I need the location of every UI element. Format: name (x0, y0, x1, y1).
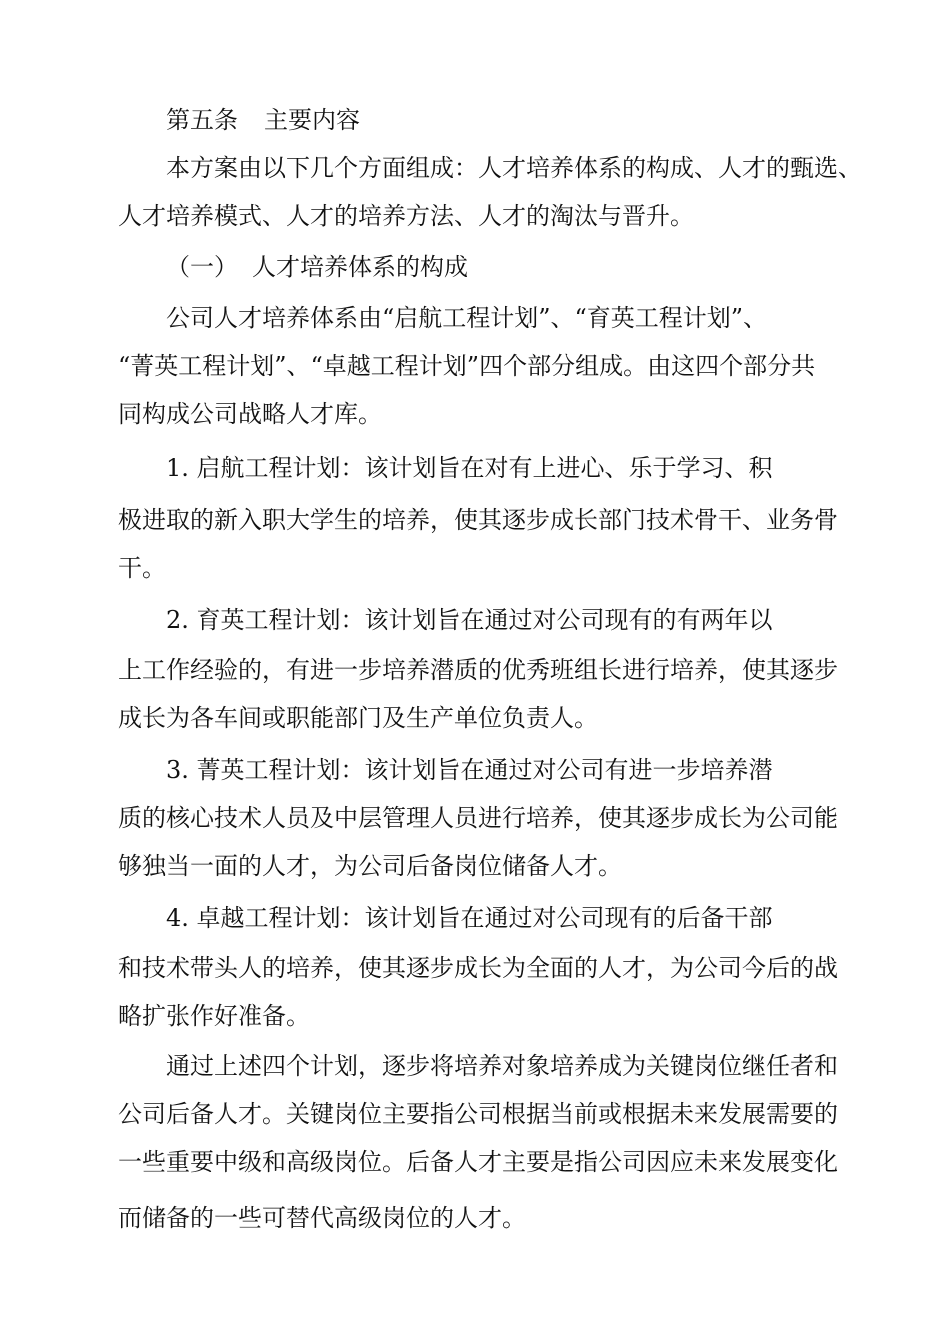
plan-4-line: 略扩张作好准备。 (118, 1002, 310, 1030)
section-title: 人才培养体系的构成 (252, 253, 468, 281)
intro-line: 本方案由以下几个方面组成：人才培养体系的构成、人才的甄选、 (166, 154, 862, 182)
summary-line: 通过上述四个计划，逐步将培养对象培养成为关键岗位继任者和 (166, 1052, 838, 1080)
summary-line: 公司后备人才。关键岗位主要指公司根据当前或根据未来发展需要的 (118, 1100, 838, 1128)
summary-line: 一些重要中级和高级岗位。后备人才主要是指公司因应未来发展变化 (118, 1148, 838, 1176)
plan-4-line: 4. 卓越工程计划：该计划旨在通过对公司现有的后备干部 (166, 904, 773, 932)
overview-line: 公司人才培养体系由“启航工程计划”、“育英工程计划”、 (166, 304, 768, 332)
section-heading (166, 252, 468, 282)
intro-line: 人才培养模式、人才的培养方法、人才的淘汰与晋升。 (118, 202, 694, 230)
article-heading (166, 105, 360, 135)
plan-3-line: 3. 菁英工程计划：该计划旨在通过对公司有进一步培养潜 (166, 756, 773, 784)
plan-3-line: 够独当一面的人才，为公司后备岗位储备人才。 (118, 852, 622, 880)
plan-4-line: 和技术带头人的培养，使其逐步成长为全面的人才，为公司今后的战 (118, 954, 838, 982)
plan-1-line: 干。 (118, 554, 166, 582)
plan-2-line: 成长为各车间或职能部门及生产单位负责人。 (118, 704, 598, 732)
overview-line: “菁英工程计划”、“卓越工程计划”四个部分组成。由这四个部分共 (118, 352, 816, 380)
plan-3-line: 质的核心技术人员及中层管理人员进行培养，使其逐步成长为公司能 (118, 804, 838, 832)
summary-line: 而储备的一些可替代高级岗位的人才。 (118, 1204, 526, 1232)
plan-2-line: 上工作经验的，有进一步培养潜质的优秀班组长进行培养，使其逐步 (118, 656, 838, 684)
article-number: 第五条 (166, 106, 238, 134)
plan-1-line: 1. 启航工程计划：该计划旨在对有上进心、乐于学习、积 (166, 454, 773, 482)
article-title: 主要内容 (264, 106, 360, 134)
section-number: （一） (166, 253, 238, 281)
overview-line: 同构成公司战略人才库。 (118, 400, 382, 428)
plan-1-line: 极进取的新入职大学生的培养，使其逐步成长部门技术骨干、业务骨 (118, 506, 838, 534)
plan-2-line: 2. 育英工程计划：该计划旨在通过对公司现有的有两年以 (166, 606, 773, 634)
